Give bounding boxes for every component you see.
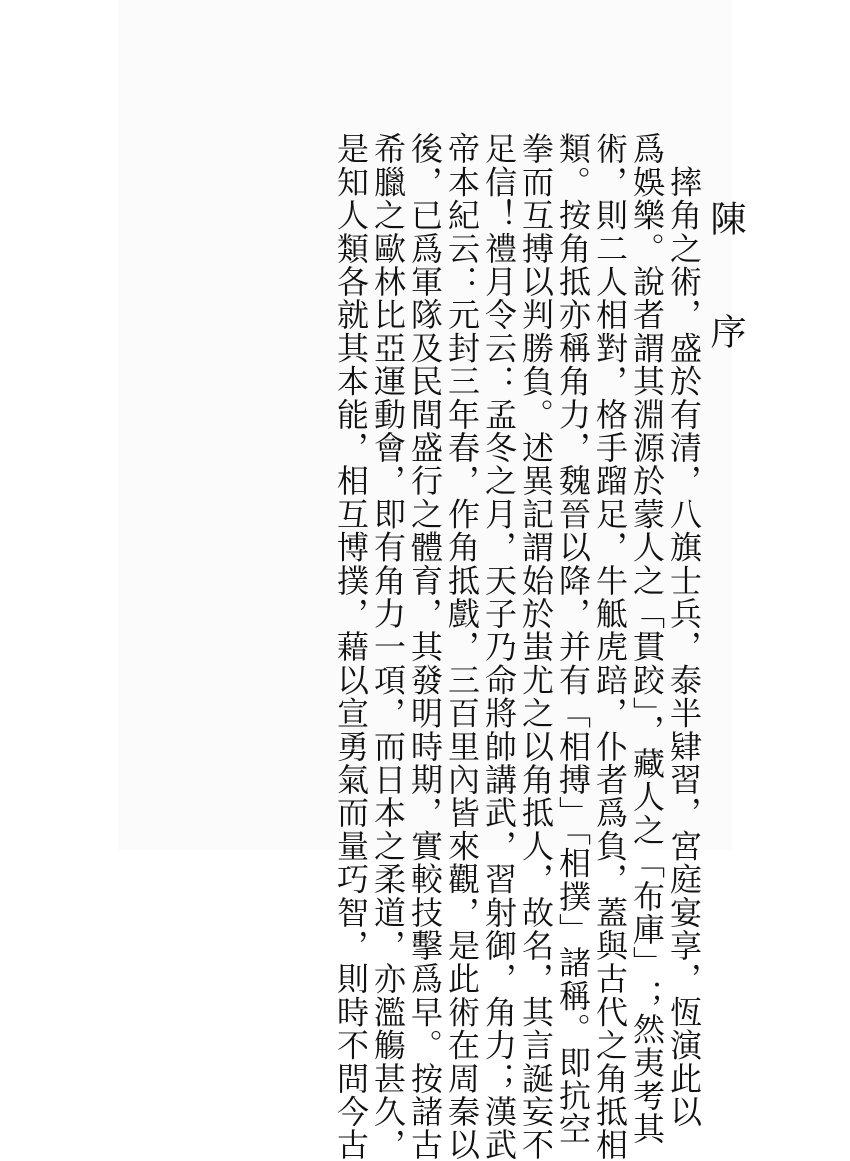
text-column-3: 術，則二人相對，格手蹓足，牛觝虎踣，仆者爲負，蓋與古代之角抵相 <box>591 132 629 1161</box>
text-column-10: 是知人類各就其本能，相互博撲，藉以宣勇氣而量巧智，則時不問今古 <box>332 132 370 1161</box>
text-column-8: 後，已爲軍隊及民間盛行之體育，其發明時期，實較技擊爲早。按諸古 <box>406 132 444 1161</box>
text-column-2: 爲娛樂。說者謂其淵源於蒙人之「貫跤」，藏人之「布庫」；然夷考其 <box>628 132 666 1146</box>
text-column-4: 類。按角抵亦稱角力，魏晉以降，并有「相搏」「相撲」諸稱。即抗空 <box>554 132 592 1146</box>
text-column-7: 帝本紀云：元封三年春，作角抵戲，三百里內皆來觀，是此術在周秦以 <box>443 132 481 1161</box>
page-title: 陳 序 <box>705 200 746 367</box>
book-page <box>118 0 746 1161</box>
text-column-1: 摔角之術，盛於有清，八旗士兵，泰半肄習，宮庭宴享，恆演此以 <box>665 132 703 1128</box>
text-column-9: 希臘之歐林比亞運動會，即有角力一項，而日本之柔道，亦濫觴甚久， <box>369 132 407 1161</box>
preface-text <box>332 132 704 1161</box>
text-column-6: 足信！禮月令云：孟冬之月，天子乃命將帥講武，習射御，角力；漢武 <box>480 132 518 1161</box>
text-column-5: 拳而互搏以判勝負。述異記謂始於蚩尤之以角抵人，故名，其言誕妄不 <box>517 132 555 1161</box>
